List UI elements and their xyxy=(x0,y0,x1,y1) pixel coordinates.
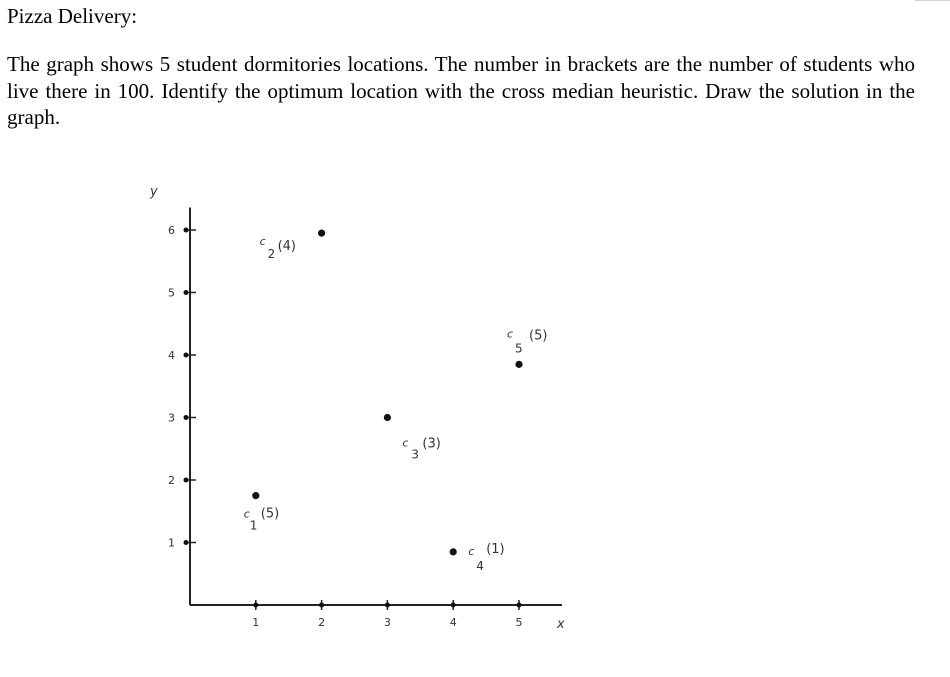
point-label-weight: (3) xyxy=(422,436,441,452)
y-tick-dot xyxy=(184,478,189,483)
y-tick-dot xyxy=(184,540,189,545)
y-tick-dot xyxy=(184,228,189,233)
x-tick-dot xyxy=(451,603,456,608)
x-tick-label: 5 xyxy=(515,616,523,629)
dormitory-point xyxy=(450,548,457,555)
y-tick-label: 1 xyxy=(168,536,175,550)
x-tick-label: 4 xyxy=(449,616,457,629)
x-tick-dot xyxy=(319,603,324,608)
dormitory-point xyxy=(384,414,391,421)
x-tick-label: 2 xyxy=(318,616,326,629)
y-tick-label: 3 xyxy=(168,411,175,425)
point-label-index: 3 xyxy=(411,447,420,462)
point-label-index: 4 xyxy=(476,558,484,573)
point-label-c: c xyxy=(507,327,514,341)
point-label-weight: (5) xyxy=(260,506,280,522)
x-axis-label: x xyxy=(556,617,565,632)
point-label-c: c xyxy=(468,544,475,558)
x-tick-dot xyxy=(385,603,390,608)
point-label-index: 1 xyxy=(249,518,258,533)
question-text: The graph shows 5 student dormitories locations. The number in brackets are the number of students who live there in 100. Identify the optimum location with the cross median heuristic. Draw the solution in the graph. xyxy=(7,52,915,129)
point-label-c: c xyxy=(259,235,266,249)
point-label-weight: (4) xyxy=(277,239,297,255)
point-label-weight: (5) xyxy=(529,328,548,344)
y-tick-label: 2 xyxy=(168,474,175,487)
point-label-index: 5 xyxy=(515,341,523,356)
dormitory-point xyxy=(515,361,522,368)
x-tick-label: 3 xyxy=(383,616,391,629)
dormitory-point xyxy=(318,230,325,237)
x-tick-dot xyxy=(253,603,258,608)
y-tick-dot xyxy=(184,353,189,358)
x-tick-dot xyxy=(517,603,522,608)
point-label-c: c xyxy=(402,436,409,450)
y-axis-label: y xyxy=(150,184,158,200)
point-label-weight: (1) xyxy=(486,541,505,557)
y-tick-dot xyxy=(184,415,189,420)
x-tick-label: 1 xyxy=(252,616,260,629)
point-label-index: 2 xyxy=(267,247,276,262)
y-tick-label: 5 xyxy=(168,286,175,300)
y-tick-label: 6 xyxy=(168,224,175,237)
y-tick-label: 4 xyxy=(168,349,175,362)
point-label-c: c xyxy=(243,507,250,521)
dormitory-point xyxy=(252,492,259,499)
y-tick-dot xyxy=(184,290,189,295)
page-title: Pizza Delivery: xyxy=(7,4,138,28)
